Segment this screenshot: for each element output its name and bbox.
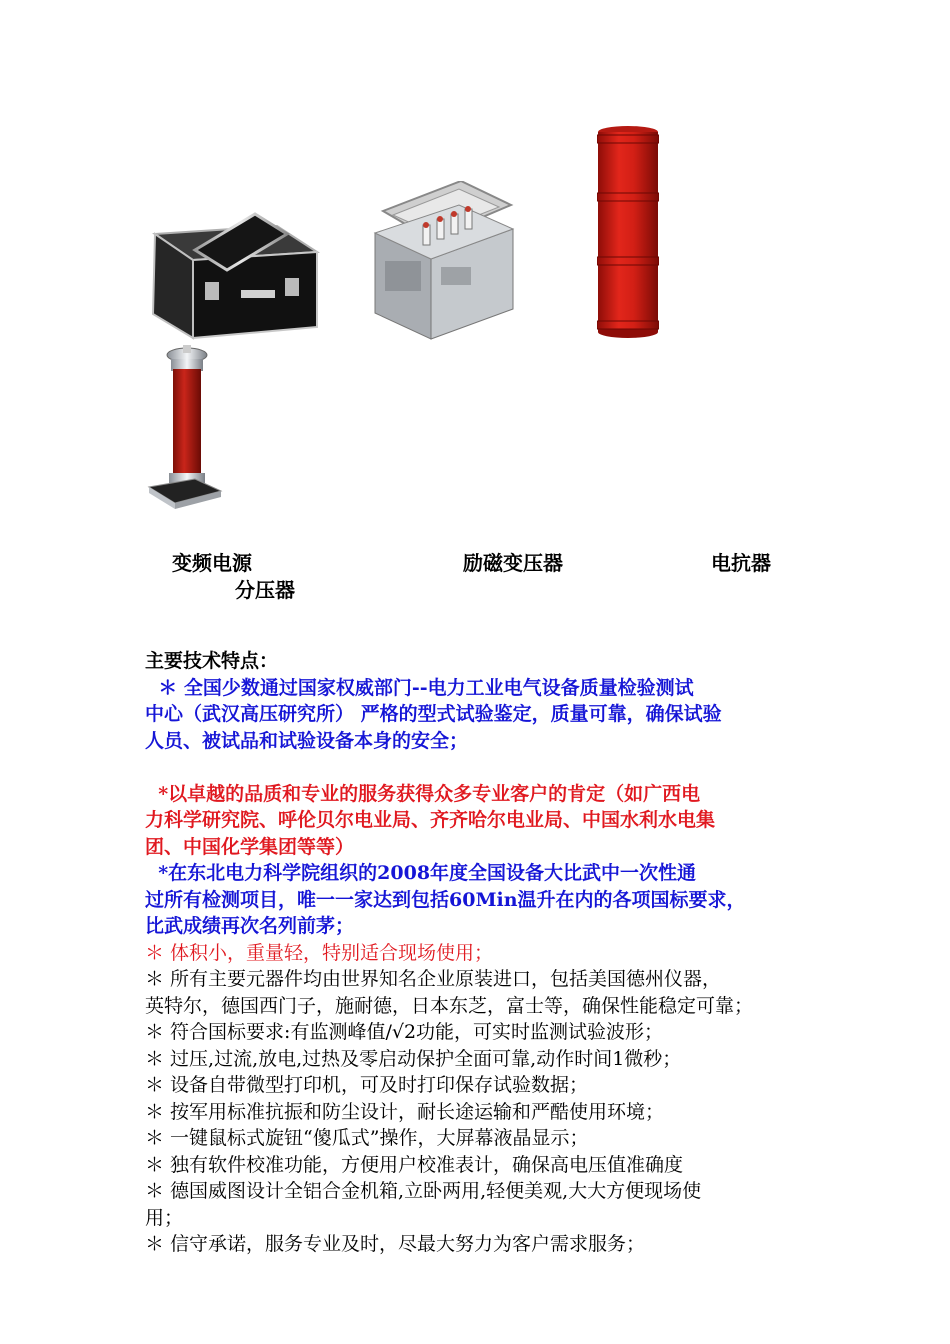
feature-line: ＊ 体积小，重量轻，特别适合现场使用； xyxy=(145,941,494,964)
feature-line: ＊ 德国威图设计全铝合金机箱,立卧两用,轻便美观,大大方便现场使 xyxy=(145,1180,702,1202)
feature-line: 人员、被试品和试验设备本身的安全； xyxy=(145,729,469,752)
feature-line: 过所有检测项目，唯一一家达到包括60Min温升在内的各项国标要求， xyxy=(145,888,746,911)
caption-reactor: 电抗器 xyxy=(711,551,771,575)
features-section xyxy=(145,648,825,1258)
feature-line: ＊ 设备自带微型打印机，可及时打印保存试验数据； xyxy=(145,1074,589,1096)
feature-line: *在东北电力科学院组织的2008年度全国设备大比武中一次性通 xyxy=(145,862,697,884)
caption-power-supply: 变频电源 xyxy=(172,551,252,575)
excitation-transformer-image xyxy=(371,181,516,341)
feature-line: ＊ 符合国标要求:有监测峰值/√2功能，可实时监测试验波形； xyxy=(145,1021,664,1043)
spacer xyxy=(145,754,825,781)
feature-line: ＊ 全国少数通过国家权威部门--电力工业电气设备质量检验测试 xyxy=(145,676,694,699)
caption-exciter-transformer: 励磁变压器 xyxy=(463,551,563,575)
feature-line: 用； xyxy=(145,1206,184,1229)
voltage-divider-image xyxy=(143,345,223,510)
feature-line: ＊ 过压,过流,放电,过热及零启动保护全面可靠,动作时间1微秒； xyxy=(145,1047,682,1070)
feature-line: 比武成绩再次名列前茅； xyxy=(145,915,355,937)
feature-line: 力科学研究院、呼伦贝尔电业局、齐齐哈尔电业局、中国水利水电集 xyxy=(145,809,716,831)
reactor-image xyxy=(597,125,659,340)
feature-line: ＊ 信守承诺，服务专业及时，尽最大努力为客户需求服务； xyxy=(145,1233,646,1255)
features-heading: 主要技术特点： xyxy=(145,650,279,672)
feature-line: ＊ 所有主要元器件均由世界知名企业原装进口，包括美国德州仪器， xyxy=(145,968,722,990)
variable-frequency-power-supply-image xyxy=(145,212,320,342)
feature-line: ＊ 按军用标准抗振和防尘设计，耐长途运输和严酷使用环境； xyxy=(145,1100,665,1123)
caption-voltage-divider: 分压器 xyxy=(235,578,295,602)
feature-line: ＊ 一键鼠标式旋钮“傻瓜式”操作，大屏幕液晶显示； xyxy=(145,1127,589,1149)
feature-line: 中心（武汉高压研究所） 严格的型式试验鉴定，质量可靠，确保试验 xyxy=(145,703,722,725)
feature-line: 团、中国化学集团等等） xyxy=(145,835,355,858)
feature-line: ＊ 独有软件校准功能，方便用户校准表计，确保高电压值准确度 xyxy=(145,1153,684,1176)
feature-line: *以卓越的品质和专业的服务获得众多专业客户的肯定（如广西电 xyxy=(145,782,701,805)
feature-line: 英特尔，德国西门子，施耐德，日本东芝，富士等，确保性能稳定可靠； xyxy=(145,994,754,1017)
